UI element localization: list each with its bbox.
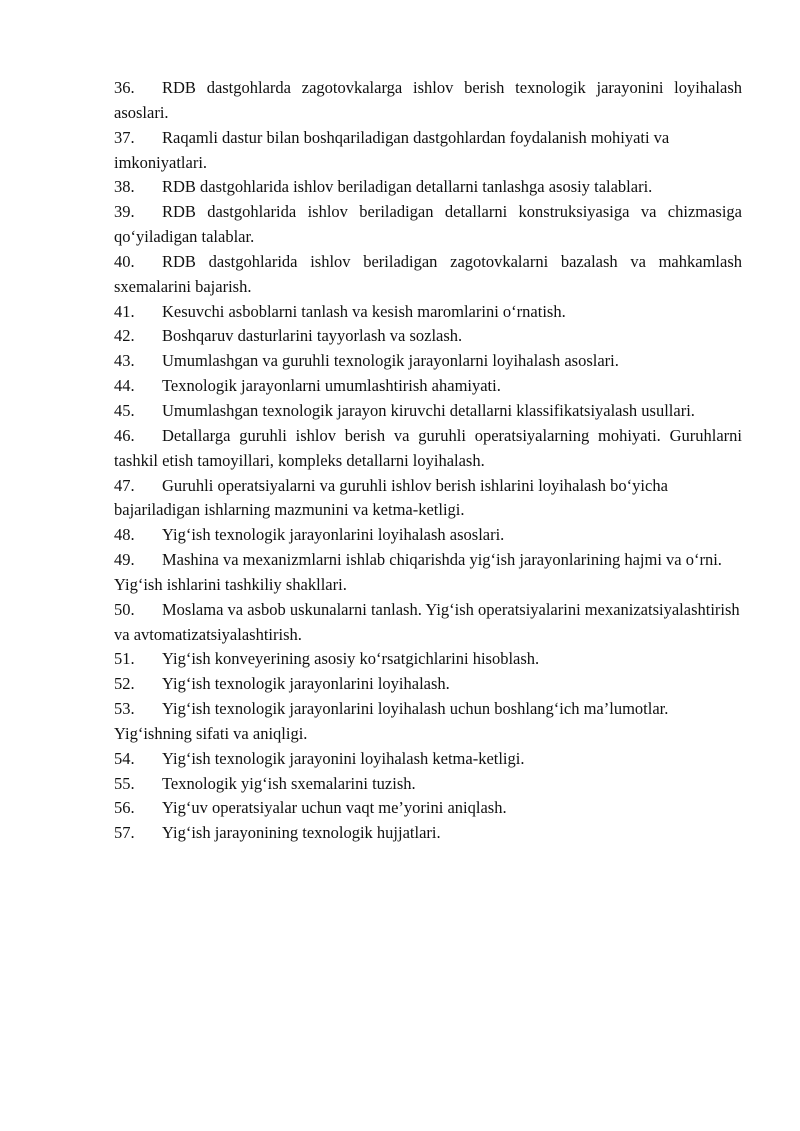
item-number: 45. — [114, 400, 135, 420]
list-item — [114, 548, 742, 598]
item-text: Yig‘ish texnologik jarayonini loyihalash ketma-ketligi. — [162, 748, 525, 768]
document-page — [114, 76, 742, 846]
item-number: 48. — [114, 525, 135, 545]
list-item — [114, 647, 742, 672]
item-number: 47. — [114, 475, 135, 495]
list-item — [114, 796, 742, 821]
item-text: Yig‘uv operatsiyalar uchun vaqt me’yorini aniqlash. — [162, 798, 507, 818]
item-number: 40. — [114, 251, 135, 271]
item-number: 54. — [114, 748, 135, 768]
item-number: 56. — [114, 798, 135, 818]
item-text: Boshqaruv dasturlarini tayyorlash va sozlash. — [162, 326, 463, 346]
list-item — [114, 76, 742, 126]
item-text: Moslama va asbob uskunalarni tanlash. Yig‘ish operatsiyalarini mexanizatsiyalashtirish va avtomatizatsiyalashtirish. — [114, 599, 740, 644]
item-number: 51. — [114, 649, 135, 669]
list-item — [114, 200, 742, 250]
list-item — [114, 126, 742, 176]
item-number: 43. — [114, 351, 135, 371]
item-text: Kesuvchi asboblarni tanlash va kesish maromlarini o‘rnatish. — [162, 301, 566, 321]
item-text: Yig‘ish texnologik jarayonlarini loyihalash uchun boshlang‘ich ma’lumotlar. Yig‘ishning sifati va aniqligi. — [114, 699, 669, 743]
item-text: Umumlashgan texnologik jarayon kiruvchi detallarni klassifikatsiyalash usullari. — [162, 400, 695, 420]
list-item — [114, 523, 742, 548]
list-item — [114, 598, 742, 648]
item-number: 39. — [114, 202, 135, 222]
item-text: Yig‘ish konveyerining asosiy ko‘rsatgichlarini hisoblash. — [162, 649, 540, 669]
item-number: 49. — [114, 550, 135, 570]
item-text: Yig‘ish texnologik jarayonlarini loyihalash asoslari. — [162, 525, 505, 545]
list-item — [114, 399, 742, 424]
item-text: RDB dastgohlarda zagotovkalarga ishlov berish texnologik jarayonini loyihalash asoslari. — [114, 78, 742, 122]
list-item — [114, 772, 742, 797]
item-text: RDB dastgohlarida ishlov beriladigan detallarni konstruksiyasiga va chizmasiga qo‘yiladigan talablar. — [114, 202, 742, 247]
item-text: Yig‘ish jarayonining texnologik hujjatlari. — [162, 823, 441, 843]
list-item — [114, 175, 742, 200]
item-number: 38. — [114, 177, 135, 197]
list-item — [114, 374, 742, 399]
item-text: Texnologik jarayonlarni umumlashtirish ahamiyati. — [162, 376, 501, 396]
item-number: 46. — [114, 425, 135, 445]
item-number: 50. — [114, 599, 135, 619]
list-item — [114, 474, 742, 524]
item-number: 53. — [114, 699, 135, 719]
item-number: 44. — [114, 376, 135, 396]
item-text: Detallarga guruhli ishlov berish va guruhli operatsiyalarning mohiyati. Guruhlarni tashkil etish tamoyillari, kompleks detallarni loyihalash. — [114, 425, 742, 470]
list-item — [114, 324, 742, 349]
item-text: Raqamli dastur bilan boshqariladigan dastgohlardan foydalanish mohiyati va imkoniyatlari. — [114, 127, 670, 172]
item-text: RDB dastgohlarida ishlov beriladigan zagotovkalarni bazalash va mahkamlash sxemalarini bajarish. — [114, 251, 742, 296]
list-item — [114, 300, 742, 325]
item-text: Yig‘ish texnologik jarayonlarini loyihalash. — [162, 674, 450, 694]
list-item — [114, 697, 742, 747]
list-item — [114, 821, 742, 846]
item-number: 41. — [114, 301, 135, 321]
item-text: Umumlashgan va guruhli texnologik jarayonlarni loyihalash asoslari. — [162, 351, 619, 371]
question-list — [114, 76, 742, 846]
list-item — [114, 672, 742, 697]
item-text: Texnologik yig‘ish sxemalarini tuzish. — [162, 773, 416, 793]
item-number: 55. — [114, 773, 135, 793]
item-number: 42. — [114, 326, 135, 346]
item-number: 36. — [114, 78, 135, 97]
item-number: 37. — [114, 127, 135, 147]
list-item — [114, 747, 742, 772]
list-item — [114, 424, 742, 474]
item-text: RDB dastgohlarida ishlov beriladigan detallarni tanlashga asosiy talablari. — [162, 177, 653, 197]
item-text: Guruhli operatsiyalarni va guruhli ishlov berish ishlarini loyihalash bo‘yicha bajariladigan ishlarning mazmunini va ketma-ketligi. — [114, 475, 668, 520]
item-number: 52. — [114, 674, 135, 694]
list-item — [114, 250, 742, 300]
item-text: Mashina va mexanizmlarni ishlab chiqarishda yig‘ish jarayonlarining hajmi va o‘rni. Yig‘ish ishlarini tashkiliy shakllari. — [114, 550, 722, 594]
item-number: 57. — [114, 823, 135, 843]
list-item — [114, 349, 742, 374]
